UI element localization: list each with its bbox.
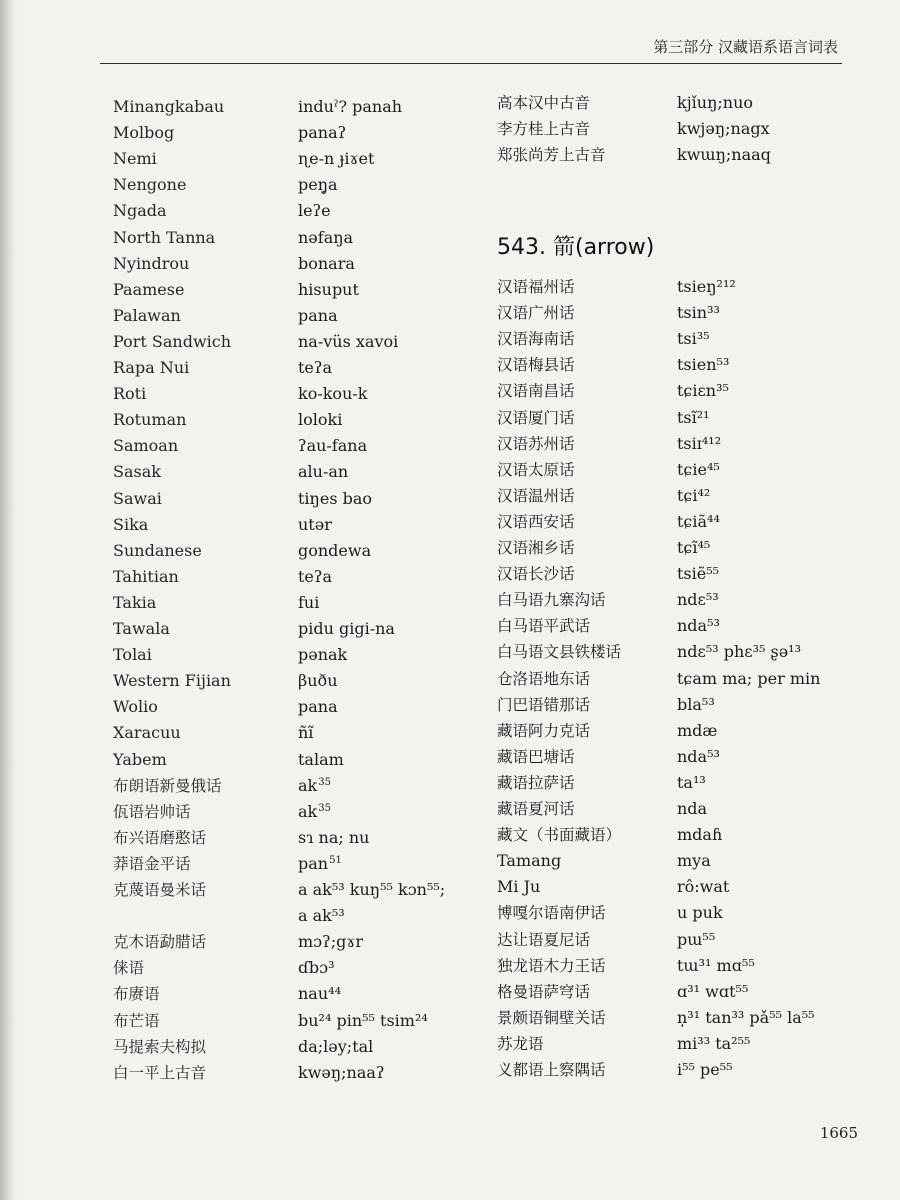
word-entry-row xyxy=(497,953,877,979)
word-form xyxy=(298,825,369,851)
word-form-text: da;ləy;tal xyxy=(298,1036,374,1056)
word-entry-row xyxy=(497,116,877,142)
language-name: Sasak xyxy=(113,462,161,482)
language-name: Sawai xyxy=(113,488,162,508)
word-form-text: pana xyxy=(298,697,338,717)
word-entry-row xyxy=(497,692,877,718)
word-form xyxy=(298,198,331,224)
word-form-text: tsien⁵³ xyxy=(677,355,730,375)
language-name: Rotuman xyxy=(113,410,187,430)
word-entry-row xyxy=(113,146,493,172)
word-form xyxy=(677,326,710,352)
word-form xyxy=(298,929,363,955)
language-name: 汉语海南话 xyxy=(497,330,575,349)
language-name: 汉语苏州话 xyxy=(497,434,575,453)
word-form xyxy=(298,329,398,355)
word-form xyxy=(677,979,748,1005)
word-form-text: ndɛ⁵³ xyxy=(677,590,719,610)
language-name: Yabem xyxy=(113,749,167,769)
word-form xyxy=(298,407,342,433)
word-entry-row xyxy=(113,877,493,903)
word-form-text: pidu gigi-na xyxy=(298,619,395,638)
word-form xyxy=(677,692,715,718)
word-form xyxy=(298,903,345,929)
header-rule xyxy=(100,63,842,64)
word-form xyxy=(677,1057,733,1083)
word-form xyxy=(677,1031,750,1057)
word-form xyxy=(298,877,445,903)
word-entry-row xyxy=(497,561,877,587)
tone-superscript: 35 xyxy=(318,803,331,815)
word-form-text: na-vüs xavoi xyxy=(298,331,399,351)
language-name: Tawala xyxy=(113,619,170,638)
language-name: 高本汉中古音 xyxy=(497,94,591,112)
word-form xyxy=(677,561,719,587)
word-form-text: bu²⁴ pin⁵⁵ tsim²⁴ xyxy=(298,1010,428,1030)
word-entry-row xyxy=(113,773,493,799)
word-entry-row xyxy=(497,142,877,168)
section-title: 箭(arrow) xyxy=(552,235,655,260)
language-name: Molbog xyxy=(113,123,175,143)
word-form-text: fui xyxy=(298,592,320,612)
word-entry-row xyxy=(113,903,493,929)
word-entry-row xyxy=(497,796,877,822)
word-form-text: rô:wat xyxy=(677,877,730,897)
section-number: 543. xyxy=(497,235,546,260)
word-form-text: bonara xyxy=(298,253,355,273)
word-form xyxy=(677,300,720,326)
word-form-text: ʔau-fana xyxy=(298,436,368,456)
word-form xyxy=(298,747,344,773)
word-form-text: loloki xyxy=(298,410,343,430)
word-form-text: tiŋes bao xyxy=(298,488,373,508)
language-name: 达让语夏尼话 xyxy=(497,930,591,949)
word-form-text: sɿ na; nu xyxy=(298,827,370,847)
language-name: 汉语厦门话 xyxy=(497,408,575,427)
word-form xyxy=(298,720,313,746)
word-entry-row xyxy=(113,433,493,459)
word-form-text: mya xyxy=(677,851,711,871)
word-entry-row xyxy=(113,929,493,955)
language-name: 马提索夫构拟 xyxy=(113,1037,207,1056)
word-form-text: ak xyxy=(298,801,318,821)
word-form-text: utər xyxy=(298,514,332,534)
language-name: Mi Ju xyxy=(497,877,541,897)
word-form xyxy=(298,459,348,485)
word-form xyxy=(677,744,720,770)
language-name: 郑张尚芳上古音 xyxy=(497,146,606,164)
word-entry-row xyxy=(113,251,493,277)
running-header: 第三部分 汉藏语系语言词表 xyxy=(653,38,838,56)
word-entry-row xyxy=(497,927,877,953)
word-form xyxy=(298,564,332,590)
word-entry-row xyxy=(497,1005,877,1031)
language-name: Rapa Nui xyxy=(113,358,190,377)
language-name: Tahitian xyxy=(113,566,179,586)
word-form xyxy=(298,251,355,277)
language-name: 汉语太原话 xyxy=(497,460,575,479)
word-entry-row xyxy=(497,378,877,404)
language-name: 格曼语萨穹话 xyxy=(497,982,591,1001)
word-entry-row xyxy=(497,1057,877,1083)
word-form-text: a ak⁵³ kuŋ⁵⁵ kɔn⁵⁵; xyxy=(298,880,446,899)
language-name: 藏文（书面藏语） xyxy=(497,826,622,845)
word-form xyxy=(677,509,720,535)
word-form xyxy=(677,587,719,613)
word-form-text: tsĩ²¹ xyxy=(677,407,710,427)
word-form xyxy=(298,120,346,146)
word-form-text: βuðu xyxy=(298,671,338,691)
language-name: 博嘎尔语南伊话 xyxy=(497,904,606,923)
word-form-text: tɕi⁴² xyxy=(677,485,711,505)
word-form-text: tɕam ma; per min xyxy=(677,668,821,688)
word-form xyxy=(677,666,820,692)
language-name: Port Sandwich xyxy=(113,331,232,351)
word-form-text: peŋ̥a xyxy=(298,175,338,195)
word-form xyxy=(677,90,753,116)
word-form xyxy=(677,822,722,848)
word-form-text: tsi³⁵ xyxy=(677,329,710,349)
word-form xyxy=(677,953,755,979)
word-form-text: nda⁵³ xyxy=(677,746,720,766)
word-form xyxy=(298,225,353,251)
word-form xyxy=(677,900,723,926)
word-form-text: kwɯŋ;naaq xyxy=(677,145,771,164)
word-entry-row xyxy=(113,381,493,407)
language-name: 藏语巴塘话 xyxy=(497,747,575,766)
tone-superscript: 35 xyxy=(318,777,331,789)
language-name: 俫语 xyxy=(113,959,145,978)
word-form xyxy=(677,431,721,457)
word-form-text: n̩³¹ tan³³ pǎ⁵⁵ la⁵⁵ xyxy=(677,1007,815,1027)
word-form xyxy=(677,378,729,404)
word-form xyxy=(677,274,736,300)
language-name: 布朗语新曼俄话 xyxy=(113,776,222,795)
word-form xyxy=(298,981,341,1007)
language-name: 白马语九寨沟话 xyxy=(497,591,606,610)
word-form-text: i⁵⁵ pe⁵⁵ xyxy=(677,1060,733,1079)
language-name: 仓洛语地东话 xyxy=(497,669,591,688)
language-name: 莽语金平话 xyxy=(113,854,191,873)
word-form-text: hisuput xyxy=(298,279,359,299)
word-entry-row xyxy=(497,822,877,848)
word-entry-row xyxy=(113,538,493,564)
language-name: Takia xyxy=(113,592,157,612)
language-name: 布芒语 xyxy=(113,1011,160,1030)
word-form xyxy=(298,773,331,799)
word-form-text: ko-kou-k xyxy=(298,384,368,404)
word-form xyxy=(298,642,347,668)
word-entry-row xyxy=(497,900,877,926)
word-entry-row xyxy=(113,825,493,851)
word-entry-row xyxy=(113,1034,493,1060)
word-form-text: nəfaŋa xyxy=(298,227,354,247)
word-form-text: mdaɦ xyxy=(677,825,723,845)
language-name: Roti xyxy=(113,384,147,404)
word-entry-row xyxy=(497,718,877,744)
language-name: Minangkabau xyxy=(113,97,225,116)
language-name: 汉语湘乡话 xyxy=(497,539,575,557)
word-form-text: ta¹³ xyxy=(677,772,706,792)
word-form-text: ndɛ⁵³ phɛ³⁵ ʂə¹³ xyxy=(677,642,802,662)
word-form-text: nda⁵³ xyxy=(677,616,720,636)
page-number: 1665 xyxy=(819,1124,858,1142)
language-name: 白马语平武话 xyxy=(497,617,591,636)
word-entry-row xyxy=(497,639,877,665)
word-entry-row xyxy=(113,512,493,538)
word-form xyxy=(298,1060,385,1086)
word-form-text: bla⁵³ xyxy=(677,694,715,714)
word-entry-row xyxy=(113,172,493,198)
tone-superscript: 51 xyxy=(329,855,342,867)
word-form xyxy=(298,616,395,642)
language-name: Nengone xyxy=(113,175,187,195)
language-name: Sika xyxy=(113,514,149,534)
word-form xyxy=(298,94,402,120)
word-form-text: teʔa xyxy=(298,358,333,377)
word-form xyxy=(298,172,338,198)
word-form-text: panaʔ xyxy=(298,123,347,143)
word-form-text: mɔʔ;gɤr xyxy=(298,932,364,952)
language-name: 佤语岩帅话 xyxy=(113,802,191,821)
word-entry-row xyxy=(113,668,493,694)
section-heading xyxy=(497,230,654,261)
word-form-text: mi³³ ta²⁵⁵ xyxy=(677,1033,751,1053)
word-form-text: tsiẽ⁵⁵ xyxy=(677,564,720,584)
word-entry-row xyxy=(497,352,877,378)
word-form xyxy=(298,381,367,407)
word-form-text: teʔa xyxy=(298,566,333,586)
language-name: 汉语广州话 xyxy=(497,304,575,323)
language-name: Tolai xyxy=(113,645,152,665)
language-name: 汉语长沙话 xyxy=(497,565,575,584)
word-form xyxy=(677,874,729,900)
word-form xyxy=(677,848,711,874)
word-entry-row xyxy=(113,694,493,720)
word-form xyxy=(298,799,331,825)
word-entry-row xyxy=(497,666,877,692)
word-entry-row xyxy=(497,326,877,352)
word-form xyxy=(298,668,338,694)
word-form xyxy=(677,613,720,639)
word-form-text: ak xyxy=(298,775,318,795)
word-entry-row xyxy=(113,851,493,877)
word-form xyxy=(298,590,319,616)
word-form-text: talam xyxy=(298,749,344,769)
word-entry-row xyxy=(113,642,493,668)
word-form xyxy=(677,405,710,431)
word-form xyxy=(298,303,338,329)
word-entry-row xyxy=(497,535,877,561)
language-name: 景颇语铜壁关话 xyxy=(497,1008,606,1027)
word-form-text: pɯ⁵⁵ xyxy=(677,929,716,949)
language-name: 苏龙语 xyxy=(497,1034,544,1053)
word-form-text: kwjəŋ;nagx xyxy=(677,119,770,138)
word-entry-row xyxy=(113,303,493,329)
word-form xyxy=(298,955,335,981)
word-entry-row xyxy=(497,483,877,509)
language-name: 藏语拉萨话 xyxy=(497,773,575,792)
word-form xyxy=(677,457,720,483)
word-entry-row xyxy=(113,590,493,616)
word-entry-row xyxy=(497,300,877,326)
word-entry-row xyxy=(113,1008,493,1034)
word-form xyxy=(298,146,374,172)
language-name: Palawan xyxy=(113,305,181,325)
word-entry-row xyxy=(113,355,493,381)
word-form xyxy=(298,1034,373,1060)
language-name: 布赓语 xyxy=(113,985,160,1004)
language-name: 布兴语磨憨话 xyxy=(113,828,207,847)
language-name: Sundanese xyxy=(113,540,202,560)
language-name: 义都语上察隅话 xyxy=(497,1061,606,1079)
word-form xyxy=(677,352,729,378)
word-entry-row xyxy=(497,1031,877,1057)
word-form xyxy=(677,770,706,796)
language-name: 藏语阿力克话 xyxy=(497,721,591,740)
word-form-text: tɕiã⁴⁴ xyxy=(677,511,720,531)
word-entry-row xyxy=(113,198,493,224)
word-form-text: ɗbɔ³ xyxy=(298,958,335,978)
word-form xyxy=(298,512,332,538)
language-name: 白一平上古音 xyxy=(113,1063,207,1082)
language-name: 李方桂上古音 xyxy=(497,120,591,138)
word-form xyxy=(298,277,359,303)
language-name: 汉语梅县话 xyxy=(497,356,575,375)
word-form xyxy=(298,694,338,720)
word-form-text: alu-an xyxy=(298,462,349,482)
word-form-text: gondewa xyxy=(298,540,372,560)
word-form xyxy=(677,142,771,168)
word-entry-row xyxy=(113,747,493,773)
word-form xyxy=(677,639,801,665)
word-form-text: ɑ³¹ wɑt⁵⁵ xyxy=(677,981,749,1001)
word-form xyxy=(298,433,367,459)
word-entry-row xyxy=(497,874,877,900)
word-form-text: kwəŋ;naaʔ xyxy=(298,1062,385,1082)
word-form-text: kjǐuŋ;nuo xyxy=(677,93,754,112)
language-name: Nyindrou xyxy=(113,253,190,273)
language-name: Nemi xyxy=(113,149,157,169)
word-entry-row xyxy=(113,955,493,981)
word-entry-row xyxy=(113,720,493,746)
word-form-text: pana xyxy=(298,305,338,325)
language-name: 白马语文县铁楼话 xyxy=(497,643,622,662)
word-form-text: pənak xyxy=(298,645,348,665)
word-form xyxy=(298,486,372,512)
word-form-text: u puk xyxy=(677,903,723,923)
word-form-text: tsieŋ²¹² xyxy=(677,277,736,296)
word-form-text: tsiɪ⁴¹² xyxy=(677,433,722,453)
word-form xyxy=(677,718,717,744)
word-form-text: tɕĩ⁴⁵ xyxy=(677,538,711,557)
language-name: Western Fijian xyxy=(113,671,231,691)
language-name: Tamang xyxy=(497,851,562,871)
language-name: 藏语夏河话 xyxy=(497,800,575,818)
word-entry-row xyxy=(497,979,877,1005)
language-name: 汉语温州话 xyxy=(497,486,575,505)
word-form xyxy=(298,355,332,381)
language-name: Paamese xyxy=(113,279,185,299)
word-entry-row xyxy=(497,509,877,535)
word-entry-row xyxy=(497,274,877,300)
word-entry-row xyxy=(113,564,493,590)
language-name: Xaracuu xyxy=(113,723,181,743)
word-form-text: tɕiɛn³⁵ xyxy=(677,381,729,401)
word-form-text: leʔe xyxy=(298,201,331,221)
language-name: 克蔑语曼米话 xyxy=(113,881,207,899)
word-form-text: induˀ? panah xyxy=(298,97,403,116)
word-entry-row xyxy=(497,90,877,116)
word-form-text: mdæ xyxy=(677,720,718,740)
word-entry-row xyxy=(497,405,877,431)
language-name: North Tanna xyxy=(113,227,216,247)
word-form xyxy=(677,116,770,142)
language-name: 汉语福州话 xyxy=(497,278,575,296)
language-name: 克木语勐腊话 xyxy=(113,933,207,952)
language-name: Samoan xyxy=(113,436,179,456)
word-entry-row xyxy=(113,225,493,251)
word-entry-row xyxy=(497,587,877,613)
word-entry-row xyxy=(113,459,493,485)
word-form xyxy=(677,927,715,953)
word-entry-row xyxy=(113,407,493,433)
language-name: Ngada xyxy=(113,201,167,221)
language-name: Wolio xyxy=(113,697,158,717)
word-form-text: pan xyxy=(298,853,329,873)
word-entry-row xyxy=(497,770,877,796)
language-name: 门巴语错那话 xyxy=(497,695,591,714)
word-entry-row xyxy=(113,981,493,1007)
language-name: 汉语西安话 xyxy=(497,512,575,531)
word-form xyxy=(677,796,707,822)
word-form-text: tɯ³¹ mɑ⁵⁵ xyxy=(677,955,755,975)
word-entry-row xyxy=(497,848,877,874)
word-form-text: a ak⁵³ xyxy=(298,906,345,926)
word-form-text: tsin³³ xyxy=(677,303,720,323)
word-entry-row xyxy=(497,744,877,770)
language-name: 汉语南昌话 xyxy=(497,382,575,401)
word-form xyxy=(677,535,710,561)
word-form xyxy=(298,851,342,877)
word-form xyxy=(677,483,710,509)
word-entry-row xyxy=(497,613,877,639)
word-entry-row xyxy=(113,329,493,355)
word-form xyxy=(298,538,371,564)
word-entry-row xyxy=(497,457,877,483)
word-entry-row xyxy=(113,277,493,303)
language-name: 独龙语木力王话 xyxy=(497,956,606,975)
word-entry-row xyxy=(113,486,493,512)
word-form xyxy=(298,1008,428,1034)
word-entry-row xyxy=(113,94,493,120)
word-entry-row xyxy=(113,1060,493,1086)
word-entry-row xyxy=(113,799,493,825)
word-form-text: ɳe-n ɟiɤet xyxy=(298,149,375,169)
word-entry-row xyxy=(497,431,877,457)
word-entry-row xyxy=(113,616,493,642)
word-form-text: nau⁴⁴ xyxy=(298,984,341,1004)
word-form-text: ñĩ xyxy=(298,723,314,743)
word-form-text: tɕie⁴⁵ xyxy=(677,459,720,479)
word-form-text: nda xyxy=(677,799,708,818)
page-edge-shadow xyxy=(0,0,18,1200)
word-entry-row xyxy=(113,120,493,146)
word-form xyxy=(677,1005,815,1031)
